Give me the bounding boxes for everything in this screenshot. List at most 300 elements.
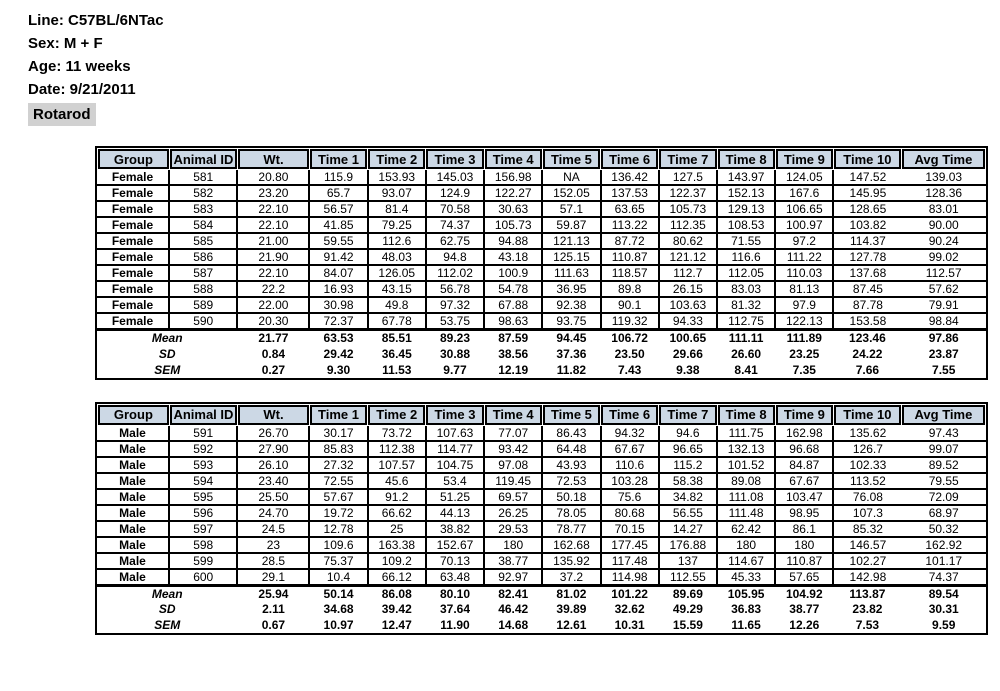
summary-value-cell: 10.31 [614, 618, 645, 632]
column-header: Group [98, 405, 169, 425]
value-cell: 112.55 [659, 569, 717, 586]
column-header: Time 4 [485, 149, 542, 169]
value-cell: 45.6 [368, 473, 426, 489]
value-cell: 94.32 [601, 426, 659, 441]
avg-time-cell: 98.84 [901, 313, 986, 330]
value-cell: 85.83 [309, 441, 367, 457]
value-cell: 87.78 [833, 297, 901, 313]
value-cell: 119.32 [601, 313, 659, 330]
animal-id-cell: 585 [169, 233, 237, 249]
column-header: Time 2 [368, 149, 425, 169]
avg-time-cell: 128.36 [901, 185, 986, 201]
value-cell: 104.75 [426, 457, 484, 473]
value-cell: 110.87 [601, 249, 659, 265]
table-row [97, 426, 986, 441]
summary-value-cell: 89.54 [901, 585, 986, 601]
group-cell: Male [97, 505, 169, 521]
value-cell: 94.33 [659, 313, 717, 330]
summary-value-cell: 111.11 [717, 330, 775, 346]
value-cell: 80.68 [601, 505, 659, 521]
table-row [97, 201, 986, 217]
summary-value-cell: 123.46 [833, 330, 901, 346]
table-row [97, 185, 986, 201]
value-cell: 97.9 [775, 297, 833, 313]
summary-value-cell: 7.35 [792, 362, 816, 377]
value-cell: 127.78 [833, 249, 901, 265]
value-cell: 75.37 [309, 553, 367, 569]
summary-row [97, 362, 986, 378]
group-cell: Male [97, 473, 169, 489]
avg-time-cell: 72.09 [901, 489, 986, 505]
group-cell: Male [97, 441, 169, 457]
summary-value-cell: 7.55 [932, 362, 956, 377]
value-cell: 50.18 [542, 489, 600, 505]
value-cell: 115.9 [309, 170, 367, 185]
value-cell: 23 [237, 537, 309, 553]
table-row [97, 473, 986, 489]
summary-value-cell: 23.50 [614, 346, 645, 361]
value-cell: 103.82 [833, 217, 901, 233]
value-cell: 116.6 [717, 249, 775, 265]
value-cell: 84.07 [309, 265, 367, 281]
summary-value-cell: 25.94 [237, 585, 309, 601]
value-cell: 137.53 [601, 185, 659, 201]
value-cell: 93.07 [368, 185, 426, 201]
summary-value-cell: 23.82 [852, 602, 883, 616]
value-cell: 121.12 [659, 249, 717, 265]
value-cell: 180 [775, 537, 833, 553]
table-row [97, 457, 986, 473]
value-cell: 59.87 [542, 217, 600, 233]
value-cell: 94.6 [659, 426, 717, 441]
group-cell: Female [97, 170, 169, 185]
value-cell: 53.75 [426, 313, 484, 330]
value-cell: 153.93 [368, 170, 426, 185]
summary-value-cell: 63.53 [309, 330, 367, 346]
summary-value-cell: 29.42 [323, 346, 354, 361]
summary-value-cell: 37.36 [556, 346, 587, 361]
value-cell: 122.37 [659, 185, 717, 201]
value-cell: 114.67 [717, 553, 775, 569]
value-cell: 20.80 [237, 170, 309, 185]
summary-value-cell: 0.27 [261, 362, 286, 377]
table-row [97, 233, 986, 249]
value-cell: 106.65 [775, 201, 833, 217]
group-cell: Male [97, 426, 169, 441]
male-table-header [97, 404, 986, 426]
value-cell: 97.08 [484, 457, 542, 473]
value-cell: 111.48 [717, 505, 775, 521]
animal-id-cell: 598 [169, 537, 237, 553]
value-cell: 63.65 [601, 201, 659, 217]
value-cell: 107.57 [368, 457, 426, 473]
value-cell: 96.65 [659, 441, 717, 457]
value-cell: 110.87 [775, 553, 833, 569]
summary-label: Mean [97, 330, 237, 346]
value-cell: 112.7 [659, 265, 717, 281]
value-cell: 100.97 [775, 217, 833, 233]
value-cell: 87.45 [833, 281, 901, 297]
table-row [97, 170, 986, 185]
column-header: Time 5 [543, 149, 600, 169]
summary-value-cell: 15.59 [672, 618, 703, 632]
column-header: Time 9 [776, 405, 833, 425]
column-header: Animal ID [170, 149, 237, 169]
animal-id-cell: 582 [169, 185, 237, 201]
summary-value-cell: 12.19 [498, 362, 529, 377]
value-cell: 105.73 [484, 217, 542, 233]
group-cell: Male [97, 457, 169, 473]
value-cell: 56.55 [659, 505, 717, 521]
summary-value-cell: 11.82 [556, 362, 587, 377]
line-info: Line: C57BL/6NTac [28, 12, 164, 29]
column-header: Time 3 [426, 149, 483, 169]
value-cell: 91.42 [309, 249, 367, 265]
value-cell: 126.05 [368, 265, 426, 281]
animal-id-cell: 591 [169, 426, 237, 441]
value-cell: 21.00 [237, 233, 309, 249]
avg-time-cell: 112.57 [901, 265, 986, 281]
summary-label: SEM [154, 618, 181, 632]
value-cell: 111.08 [717, 489, 775, 505]
value-cell: 53.4 [426, 473, 484, 489]
report-metadata [0, 0, 1000, 126]
value-cell: 137 [659, 553, 717, 569]
avg-time-cell: 74.37 [901, 569, 986, 586]
summary-value-cell: 37.64 [439, 602, 470, 616]
avg-time-cell: 90.00 [901, 217, 986, 233]
value-cell: 28.5 [237, 553, 309, 569]
value-cell: 92.97 [484, 569, 542, 586]
group-cell: Male [97, 569, 169, 586]
date-info: Date: 9/21/2011 [28, 81, 136, 98]
value-cell: 111.75 [717, 426, 775, 441]
avg-time-cell: 68.97 [901, 505, 986, 521]
value-cell: 70.58 [426, 201, 484, 217]
column-header: Time 10 [834, 405, 901, 425]
table-row [97, 281, 986, 297]
value-cell: 113.52 [833, 473, 901, 489]
value-cell: 57.67 [309, 489, 367, 505]
avg-time-cell: 57.62 [901, 281, 986, 297]
value-cell: 94.88 [484, 233, 542, 249]
value-cell: 102.27 [833, 553, 901, 569]
summary-value-cell: 106.72 [601, 330, 659, 346]
value-cell: 45.33 [717, 569, 775, 586]
value-cell: 38.82 [426, 521, 484, 537]
value-cell: 43.18 [484, 249, 542, 265]
value-cell: 113.22 [601, 217, 659, 233]
table-row [97, 521, 986, 537]
summary-value-cell: 29.66 [672, 346, 703, 361]
summary-value-cell: 86.08 [368, 585, 426, 601]
value-cell: 25 [368, 521, 426, 537]
age-info: Age: 11 weeks [28, 58, 131, 75]
female-table-body [97, 170, 986, 378]
value-cell: 57.1 [542, 201, 600, 217]
group-cell: Female [97, 233, 169, 249]
summary-value-cell: 30.31 [928, 602, 959, 616]
value-cell: 44.13 [426, 505, 484, 521]
value-cell: 112.02 [426, 265, 484, 281]
summary-value-cell: 9.59 [932, 618, 956, 632]
column-header: Wt. [238, 149, 309, 169]
summary-value-cell: 32.62 [614, 602, 645, 616]
value-cell: 71.55 [717, 233, 775, 249]
animal-id-cell: 596 [169, 505, 237, 521]
summary-value-cell: 9.77 [443, 362, 467, 377]
value-cell: 145.03 [426, 170, 484, 185]
value-cell: 59.55 [309, 233, 367, 249]
value-cell: 93.42 [484, 441, 542, 457]
value-cell: 37.2 [542, 569, 600, 586]
summary-row [97, 601, 986, 617]
column-header: Time 2 [368, 405, 425, 425]
summary-value-cell: 36.45 [381, 346, 412, 361]
summary-value-cell: 97.86 [901, 330, 986, 346]
animal-id-cell: 600 [169, 569, 237, 586]
group-cell: Female [97, 185, 169, 201]
sex-info: Sex: M + F [28, 35, 103, 52]
value-cell: 41.85 [309, 217, 367, 233]
avg-time-cell: 89.52 [901, 457, 986, 473]
value-cell: 112.35 [659, 217, 717, 233]
column-header: Time 5 [543, 405, 600, 425]
value-cell: 125.15 [542, 249, 600, 265]
table-row [97, 537, 986, 553]
value-cell: 83.03 [717, 281, 775, 297]
value-cell: 48.03 [368, 249, 426, 265]
summary-value-cell: 113.87 [833, 585, 901, 601]
value-cell: 156.98 [484, 170, 542, 185]
value-cell: 107.63 [426, 426, 484, 441]
value-cell: 163.38 [368, 537, 426, 553]
value-cell: 67.78 [368, 313, 426, 330]
summary-value-cell: 36.83 [731, 602, 762, 616]
group-cell: Female [97, 313, 169, 330]
table-row [97, 489, 986, 505]
value-cell: 103.47 [775, 489, 833, 505]
value-cell: 110.03 [775, 265, 833, 281]
summary-label: SD [158, 346, 176, 361]
value-cell: 107.3 [833, 505, 901, 521]
value-cell: 126.7 [833, 441, 901, 457]
value-cell: 98.63 [484, 313, 542, 330]
column-header: Time 10 [834, 149, 901, 169]
summary-value-cell: 12.61 [556, 618, 587, 632]
value-cell: 24.70 [237, 505, 309, 521]
value-cell: 87.72 [601, 233, 659, 249]
column-header: Animal ID [170, 405, 237, 425]
animal-id-cell: 587 [169, 265, 237, 281]
value-cell: 102.33 [833, 457, 901, 473]
summary-value-cell: 7.43 [617, 362, 642, 377]
value-cell: 30.17 [309, 426, 367, 441]
group-cell: Female [97, 249, 169, 265]
summary-value-cell: 49.29 [672, 602, 703, 616]
value-cell: 152.05 [542, 185, 600, 201]
group-cell: Male [97, 553, 169, 569]
value-cell: 26.70 [237, 426, 309, 441]
summary-value-cell: 21.77 [237, 330, 309, 346]
column-header: Time 6 [601, 149, 658, 169]
value-cell: 72.55 [309, 473, 367, 489]
value-cell: 112.6 [368, 233, 426, 249]
value-cell: NA [542, 170, 600, 185]
value-cell: 22.00 [237, 297, 309, 313]
value-cell: 97.2 [775, 233, 833, 249]
value-cell: 135.92 [542, 553, 600, 569]
summary-value-cell: 38.77 [789, 602, 820, 616]
animal-id-cell: 589 [169, 297, 237, 313]
value-cell: 108.53 [717, 217, 775, 233]
table-row [97, 313, 986, 330]
value-cell: 43.93 [542, 457, 600, 473]
value-cell: 81.4 [368, 201, 426, 217]
value-cell: 86.43 [542, 426, 600, 441]
avg-time-cell: 139.03 [901, 170, 986, 185]
avg-time-cell: 97.43 [901, 426, 986, 441]
summary-label: SD [158, 602, 176, 616]
column-header: Group [98, 149, 169, 169]
value-cell: 167.6 [775, 185, 833, 201]
summary-value-cell: 34.68 [323, 602, 354, 616]
female-table-header [97, 148, 986, 170]
value-cell: 79.25 [368, 217, 426, 233]
animal-id-cell: 599 [169, 553, 237, 569]
value-cell: 109.6 [309, 537, 367, 553]
female-group-table [95, 146, 988, 380]
summary-value-cell: 12.47 [381, 618, 412, 632]
summary-value-cell: 7.53 [855, 618, 880, 632]
summary-value-cell: 12.26 [789, 618, 820, 632]
value-cell: 56.57 [309, 201, 367, 217]
summary-value-cell: 50.14 [309, 585, 367, 601]
value-cell: 137.68 [833, 265, 901, 281]
value-cell: 26.10 [237, 457, 309, 473]
avg-time-cell: 79.55 [901, 473, 986, 489]
value-cell: 152.13 [717, 185, 775, 201]
summary-value-cell: 81.02 [542, 585, 600, 601]
value-cell: 30.63 [484, 201, 542, 217]
summary-row [97, 585, 986, 601]
value-cell: 81.32 [717, 297, 775, 313]
summary-value-cell: 39.89 [556, 602, 587, 616]
avg-time-cell: 99.07 [901, 441, 986, 457]
value-cell: 98.95 [775, 505, 833, 521]
value-cell: 51.25 [426, 489, 484, 505]
summary-value-cell: 0.84 [261, 346, 286, 361]
table-row [97, 249, 986, 265]
column-header: Time 1 [310, 405, 367, 425]
value-cell: 117.48 [601, 553, 659, 569]
value-cell: 127.5 [659, 170, 717, 185]
summary-value-cell: 11.65 [731, 618, 761, 632]
summary-value-cell: 85.51 [368, 330, 426, 346]
table-row [97, 505, 986, 521]
summary-value-cell: 89.23 [426, 330, 484, 346]
animal-id-cell: 594 [169, 473, 237, 489]
tables-region [0, 146, 1000, 635]
column-header: Time 4 [485, 405, 542, 425]
value-cell: 92.38 [542, 297, 600, 313]
summary-value-cell: 82.41 [484, 585, 542, 601]
value-cell: 110.6 [601, 457, 659, 473]
summary-value-cell: 111.89 [775, 330, 833, 346]
animal-id-cell: 586 [169, 249, 237, 265]
value-cell: 62.75 [426, 233, 484, 249]
value-cell: 93.75 [542, 313, 600, 330]
avg-time-cell: 83.01 [901, 201, 986, 217]
value-cell: 36.95 [542, 281, 600, 297]
value-cell: 23.40 [237, 473, 309, 489]
value-cell: 74.37 [426, 217, 484, 233]
value-cell: 96.68 [775, 441, 833, 457]
value-cell: 24.5 [237, 521, 309, 537]
table-row [97, 297, 986, 313]
value-cell: 67.67 [601, 441, 659, 457]
value-cell: 111.63 [542, 265, 600, 281]
value-cell: 22.10 [237, 265, 309, 281]
value-cell: 86.1 [775, 521, 833, 537]
value-cell: 43.15 [368, 281, 426, 297]
value-cell: 135.62 [833, 426, 901, 441]
value-cell: 115.2 [659, 457, 717, 473]
summary-value-cell: 39.42 [381, 602, 412, 616]
value-cell: 97.32 [426, 297, 484, 313]
value-cell: 122.27 [484, 185, 542, 201]
value-cell: 19.72 [309, 505, 367, 521]
value-cell: 25.50 [237, 489, 309, 505]
value-cell: 49.8 [368, 297, 426, 313]
table-row [97, 441, 986, 457]
value-cell: 162.68 [542, 537, 600, 553]
value-cell: 58.38 [659, 473, 717, 489]
avg-time-cell: 99.02 [901, 249, 986, 265]
group-cell: Female [97, 201, 169, 217]
value-cell: 56.78 [426, 281, 484, 297]
value-cell: 29.1 [237, 569, 309, 586]
table-row [97, 265, 986, 281]
value-cell: 180 [484, 537, 542, 553]
value-cell: 122.13 [775, 313, 833, 330]
summary-value-cell: 104.92 [775, 585, 833, 601]
value-cell: 23.20 [237, 185, 309, 201]
table-row [97, 217, 986, 233]
value-cell: 112.05 [717, 265, 775, 281]
value-cell: 22.2 [237, 281, 309, 297]
value-cell: 103.28 [601, 473, 659, 489]
value-cell: 76.08 [833, 489, 901, 505]
summary-value-cell: 30.88 [439, 346, 470, 361]
value-cell: 101.52 [717, 457, 775, 473]
value-cell: 67.88 [484, 297, 542, 313]
avg-time-cell: 79.91 [901, 297, 986, 313]
value-cell: 66.12 [368, 569, 426, 586]
value-cell: 124.05 [775, 170, 833, 185]
value-cell: 30.98 [309, 297, 367, 313]
value-cell: 91.2 [368, 489, 426, 505]
summary-row [97, 346, 986, 362]
value-cell: 22.10 [237, 217, 309, 233]
value-cell: 128.65 [833, 201, 901, 217]
value-cell: 65.7 [309, 185, 367, 201]
value-cell: 20.30 [237, 313, 309, 330]
animal-id-cell: 581 [169, 170, 237, 185]
animal-id-cell: 593 [169, 457, 237, 473]
avg-time-cell: 162.92 [901, 537, 986, 553]
value-cell: 136.42 [601, 170, 659, 185]
